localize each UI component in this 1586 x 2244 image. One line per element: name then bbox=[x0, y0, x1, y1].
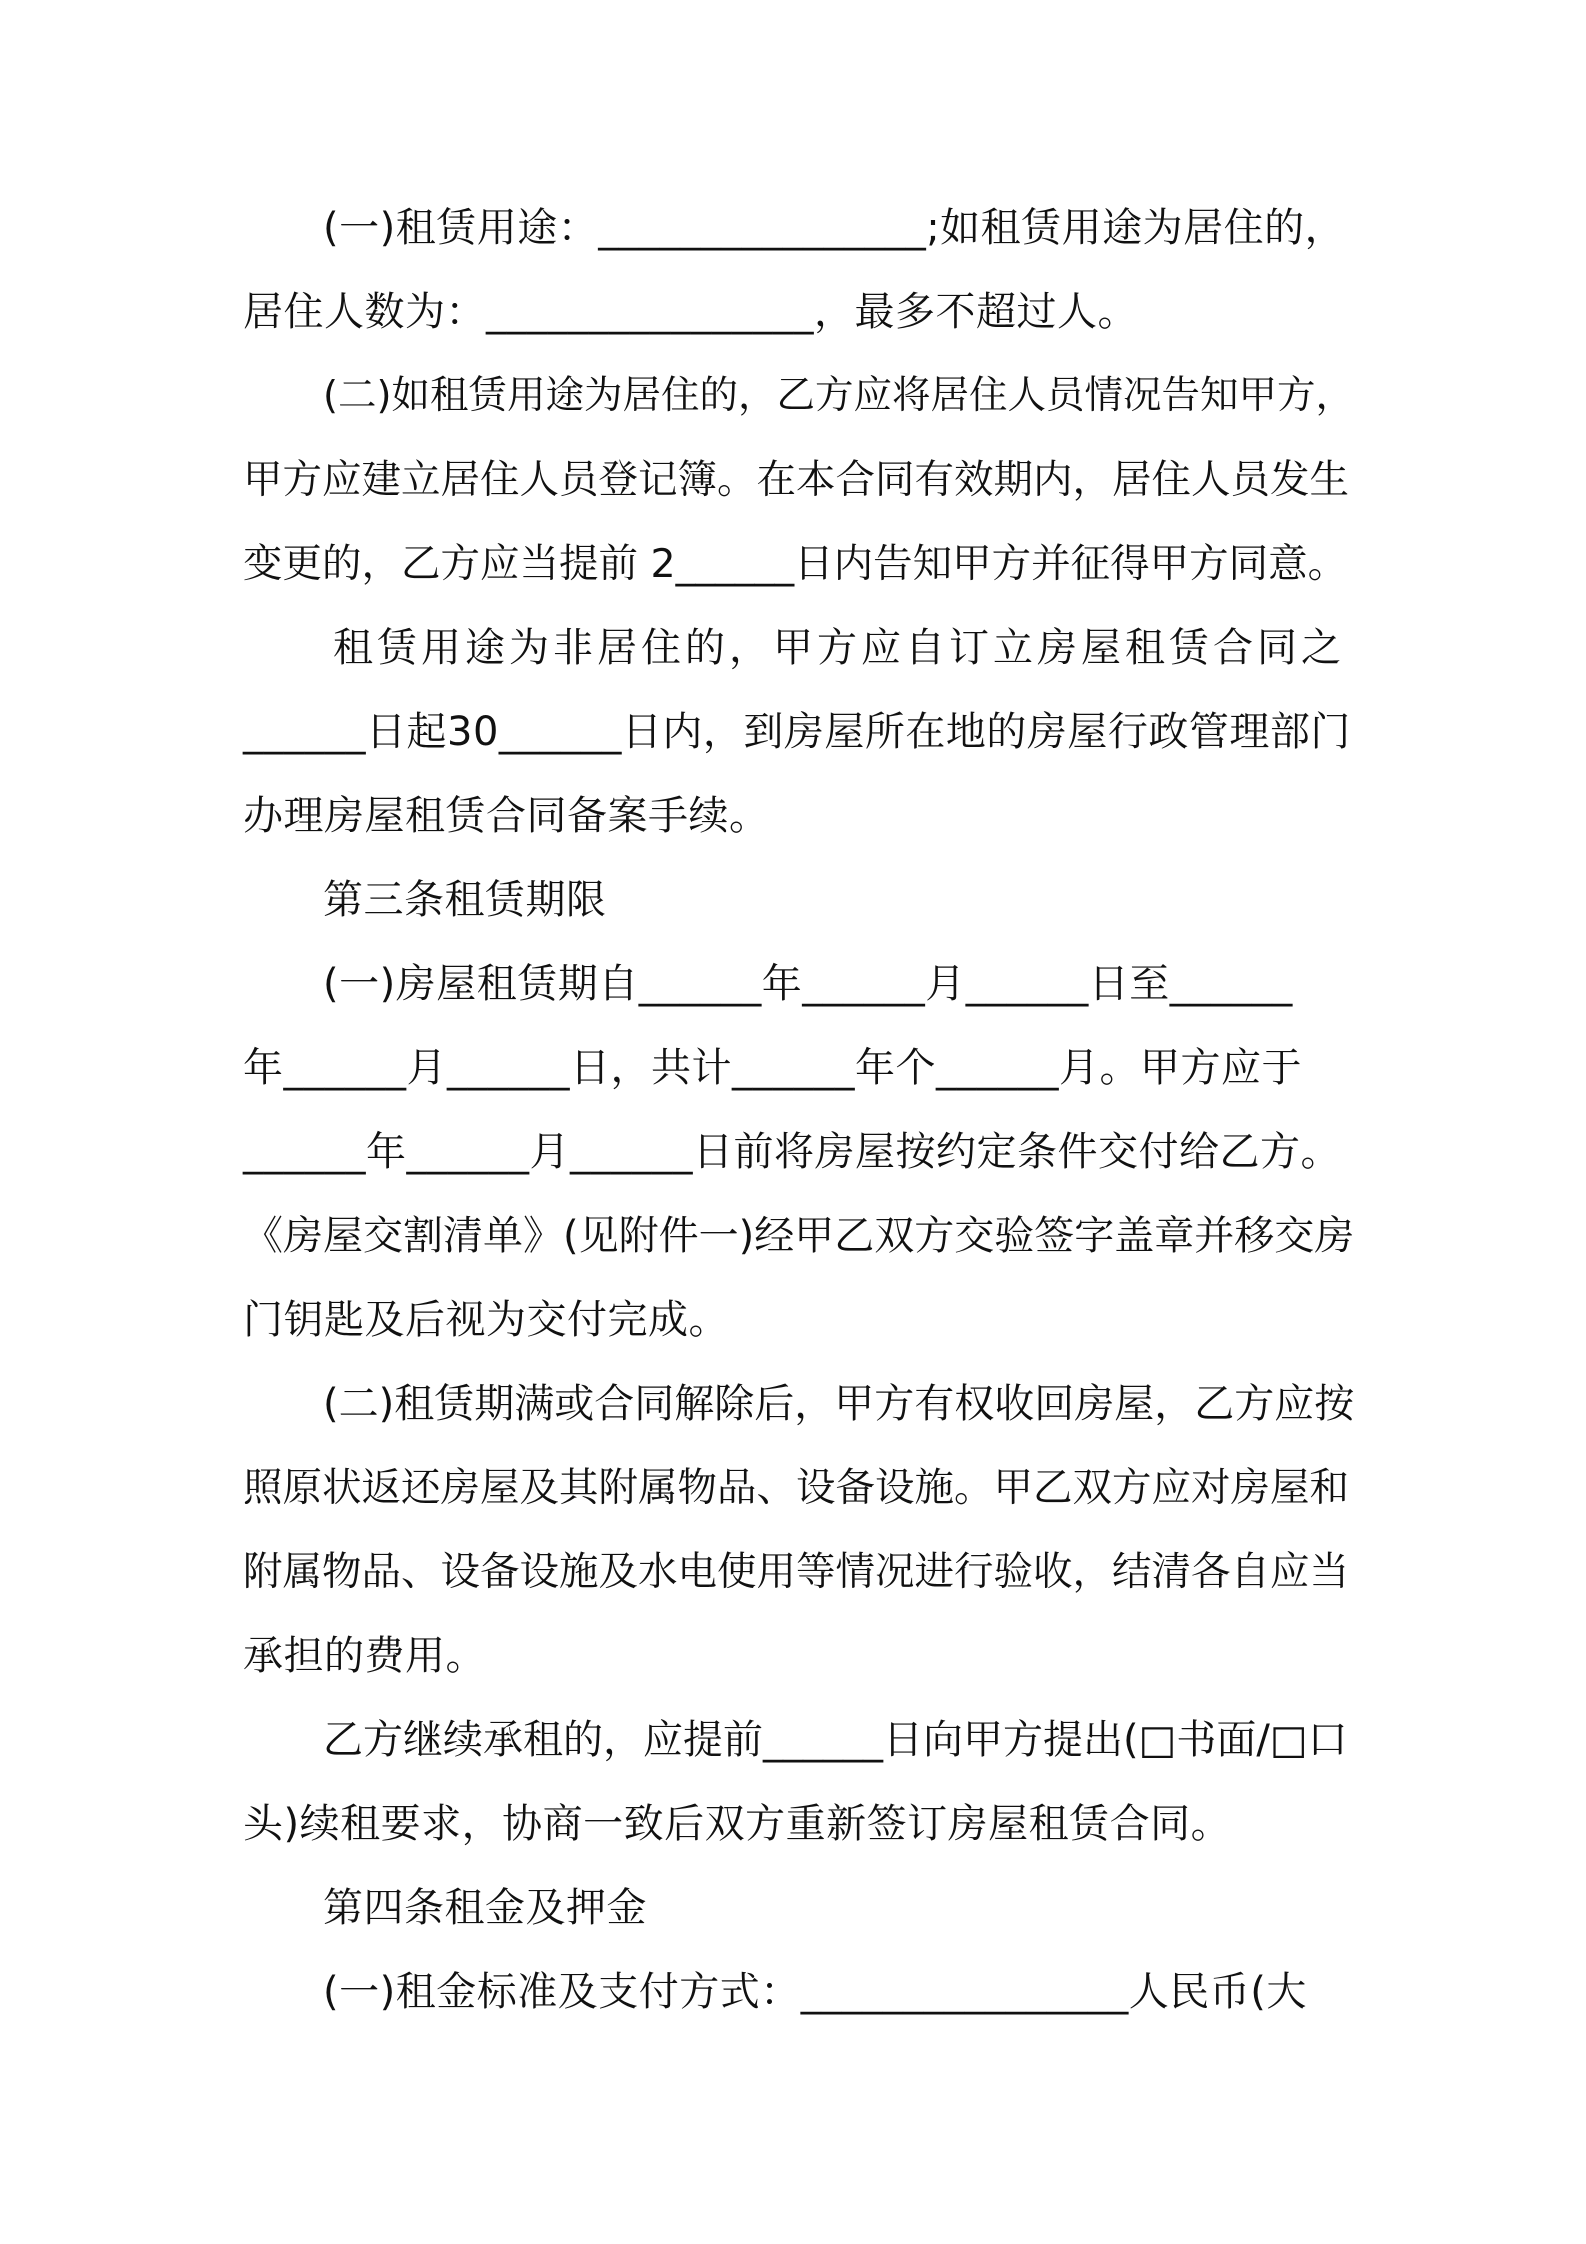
text-line: 头)续租要求，协商一致后双方重新签订房屋租赁合同。 bbox=[243, 1801, 1232, 1847]
text-line: 《房屋交割清单》(见附件一)经甲乙双方交验签字盖章并移交房 bbox=[243, 1213, 1355, 1259]
text-line: ______日起30______日内，到房屋所在地的房屋行政管理部门 bbox=[243, 709, 1351, 755]
text-line: 居住人数为：________________，最多不超过人。 bbox=[243, 289, 1138, 335]
text-line: 门钥匙及后视为交付完成。 bbox=[243, 1297, 729, 1343]
text-line: (二)租赁期满或合同解除后，甲方有权收回房屋，乙方应按 bbox=[323, 1381, 1355, 1427]
text-line: (一)租金标准及支付方式：________________人民币(大 bbox=[323, 1969, 1307, 2015]
section-heading: 第三条租赁期限 bbox=[323, 877, 607, 923]
text-line: 甲方应建立居住人员登记簿。在本合同有效期内，居住人员发生 bbox=[243, 457, 1349, 503]
text-line: 租赁用途为非居住的，甲方应自订立房屋租赁合同之 bbox=[333, 625, 1345, 671]
text-line: ______年______月______日前将房屋按约定条件交付给乙方。 bbox=[243, 1129, 1341, 1175]
text-line: 附属物品、设备设施及水电使用等情况进行验收，结清各自应当 bbox=[243, 1549, 1349, 1595]
text-line: (二)如租赁用途为居住的，乙方应将居住人员情况告知甲方， bbox=[323, 373, 1355, 418]
text-line: 承担的费用。 bbox=[243, 1633, 486, 1679]
text-line: 乙方继续承租的，应提前______日向甲方提出(□书面/□口 bbox=[323, 1717, 1348, 1763]
text-line: (一)房屋租赁期自______年______月______日至______ bbox=[323, 961, 1293, 1007]
section-heading: 第四条租金及押金 bbox=[323, 1885, 647, 1931]
text-line: (一)租赁用途：________________;如租赁用途为居住的， bbox=[323, 205, 1346, 251]
text-line: 年______月______日，共计______年个______月。甲方应于 bbox=[243, 1045, 1302, 1091]
text-line: 办理房屋租赁合同备案手续。 bbox=[243, 793, 770, 839]
text-line: 变更的，乙方应当提前 2______日内告知甲方并征得甲方同意。 bbox=[243, 541, 1348, 587]
text-line: 照原状返还房屋及其附属物品、设备设施。甲乙双方应对房屋和 bbox=[243, 1465, 1349, 1511]
